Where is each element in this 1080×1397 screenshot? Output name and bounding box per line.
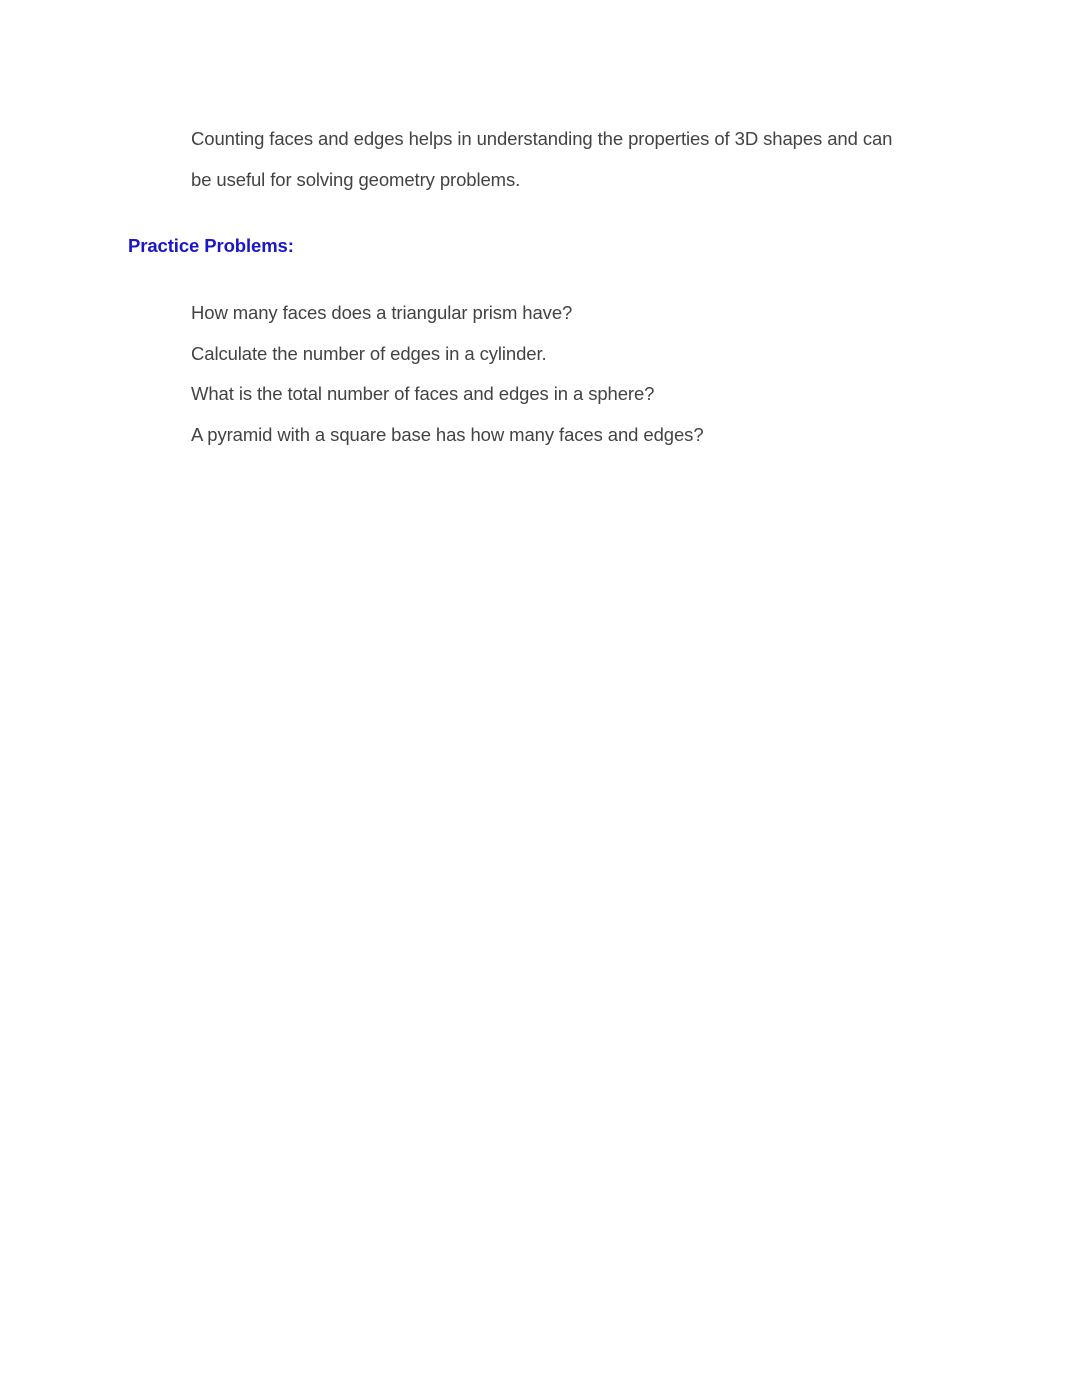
problems-list	[191, 293, 704, 455]
problem-question-4: A pyramid with a square base has how many faces and edges?	[191, 423, 704, 445]
problem-question-2: Calculate the number of edges in a cylinder.	[191, 342, 547, 364]
problem-question-1: How many faces does a triangular prism have?	[191, 302, 573, 323]
practice-problems-heading: Practice Problems:	[128, 235, 294, 256]
intro-paragraph-line-2: be useful for solving geometry problems.	[191, 168, 521, 190]
intro-paragraph	[191, 119, 892, 200]
problem-question-3: What is the total number of faces and edges in a sphere?	[191, 383, 655, 404]
intro-paragraph-line-1: Counting faces and edges helps in understanding the properties of 3D shapes and can	[191, 128, 893, 149]
